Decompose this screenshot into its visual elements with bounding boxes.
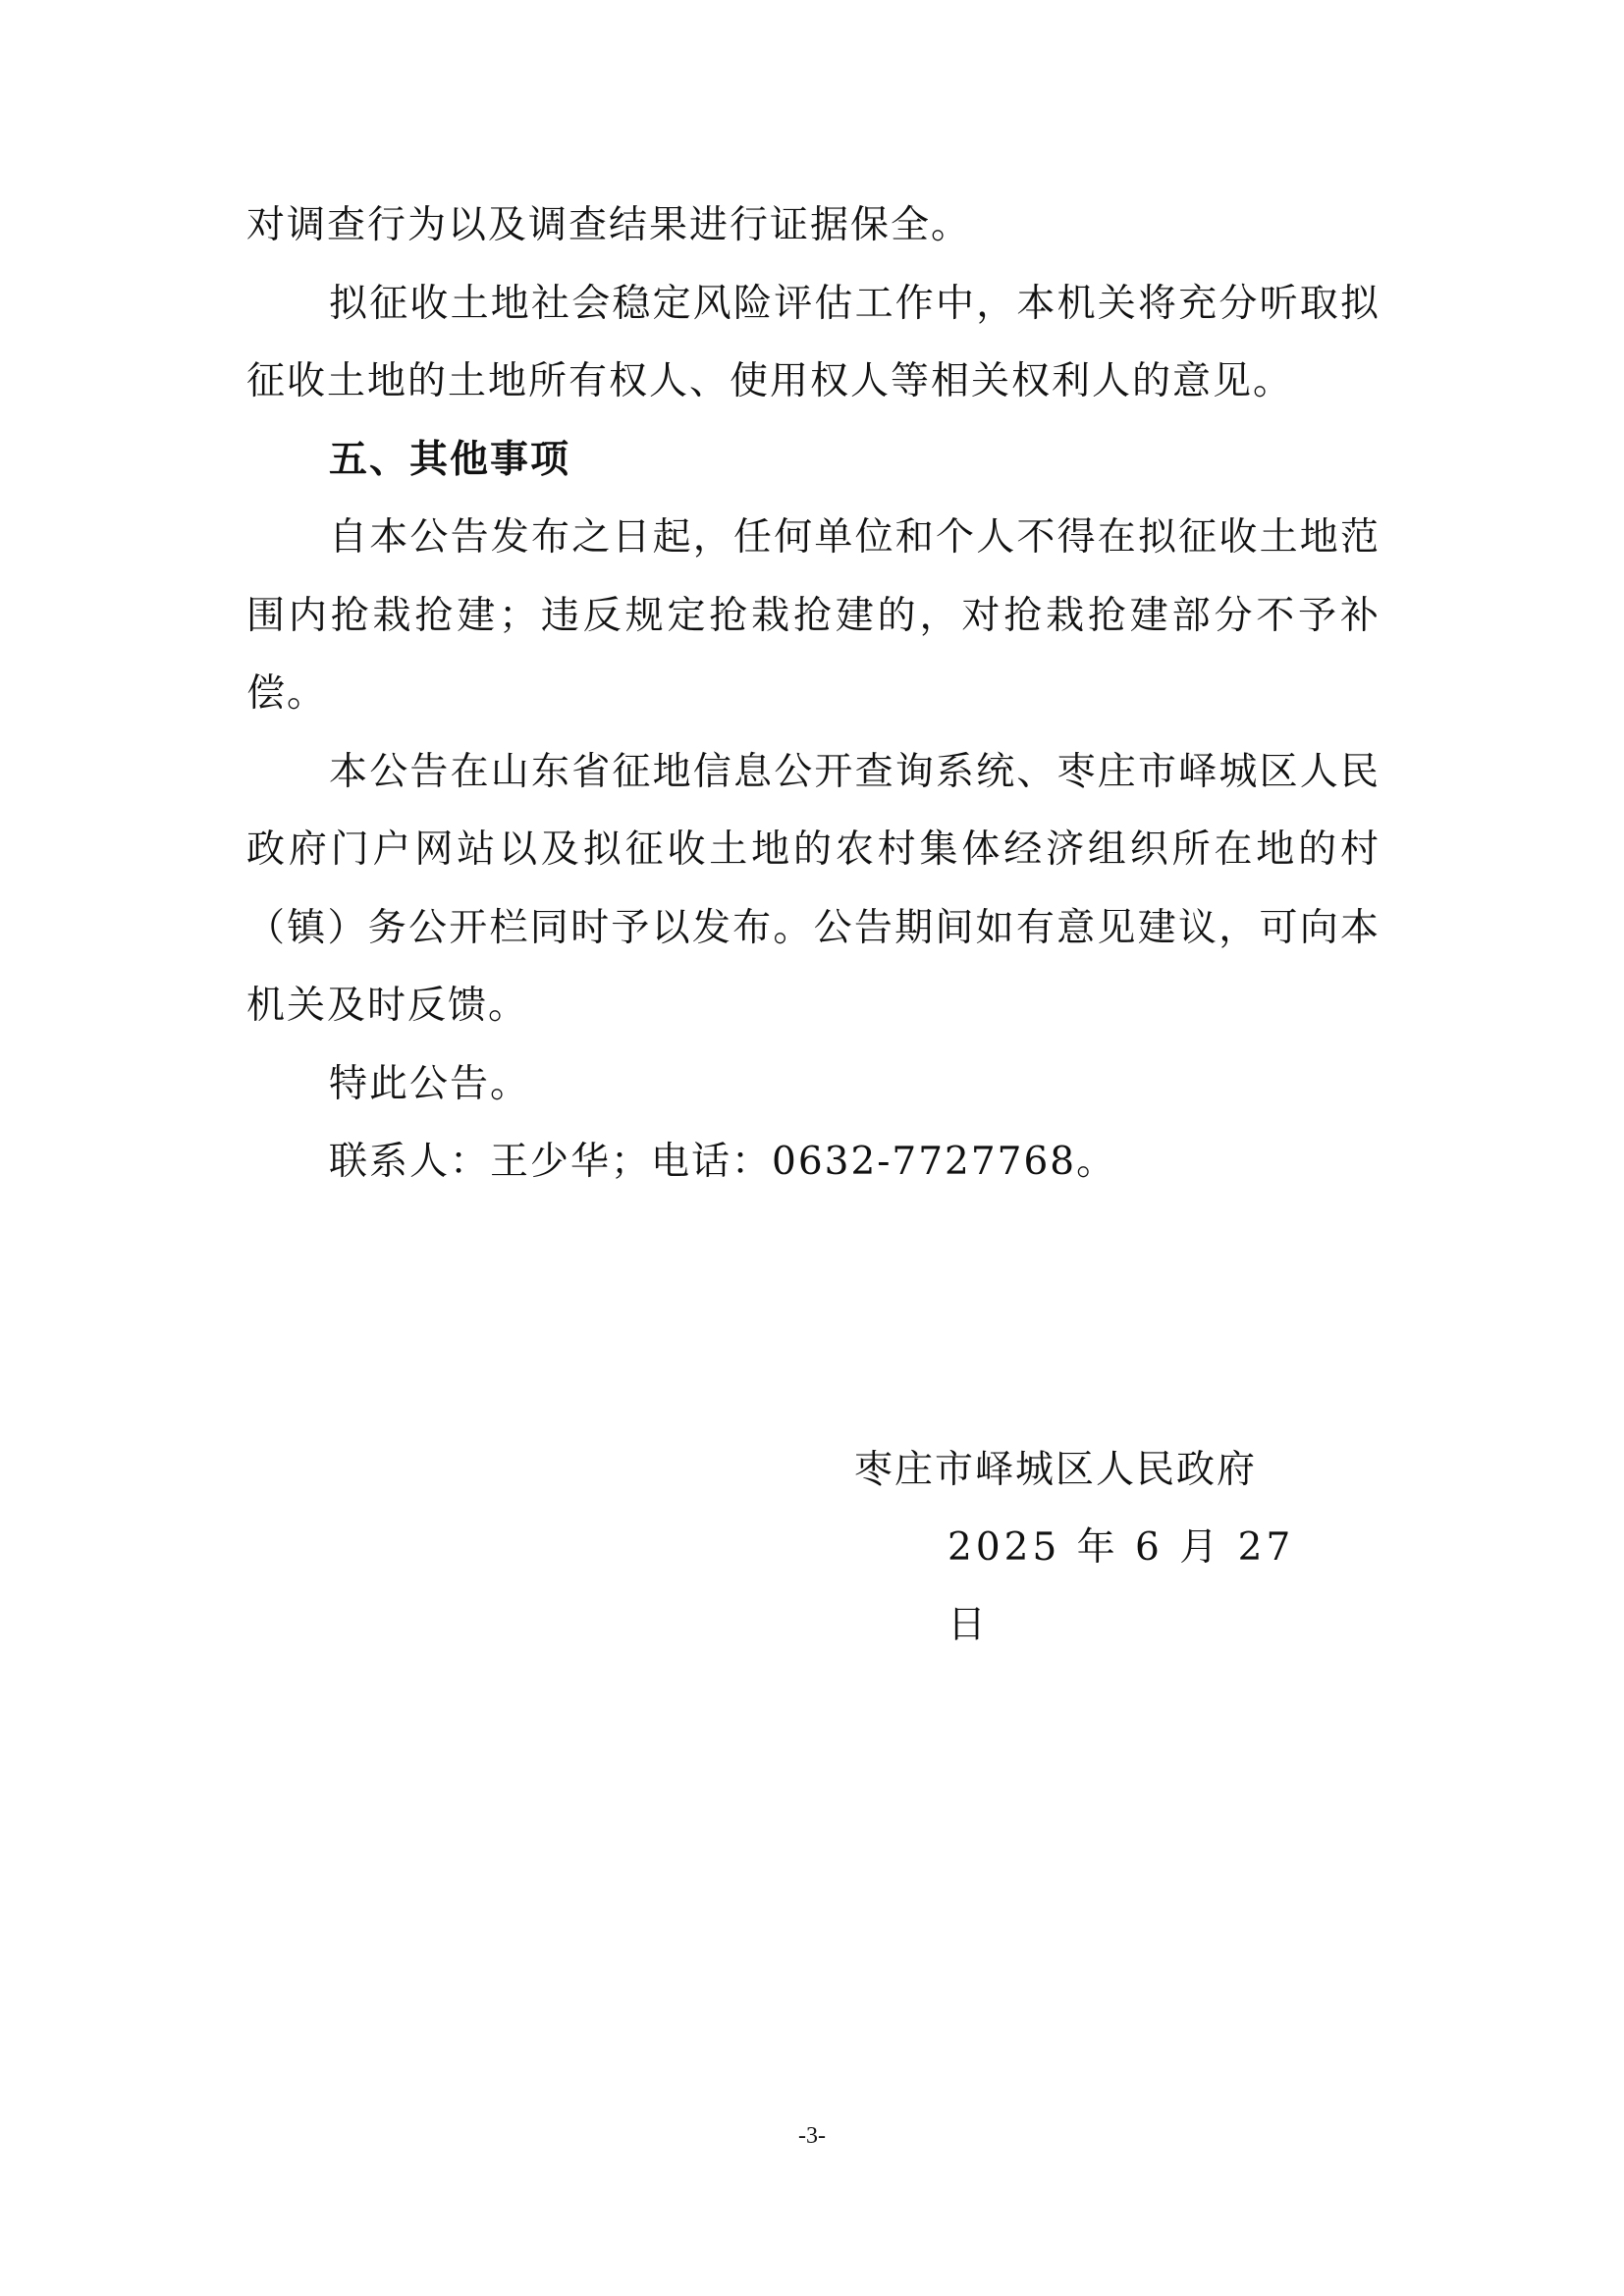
page-number: -3- bbox=[798, 2123, 826, 2149]
signature-block bbox=[854, 1431, 1316, 1664]
issuing-organization: 枣庄市峄城区人民政府 bbox=[854, 1448, 1258, 1492]
issue-date: 2025 年 6 月 27 日 bbox=[947, 1525, 1295, 1647]
paragraph-closing: 特此公告。 bbox=[329, 1061, 531, 1106]
body-text bbox=[246, 187, 1380, 1201]
section-heading-other-matters: 五、其他事项 bbox=[329, 437, 571, 482]
paragraph-contact: 联系人：王少华；电话：0632-7727768。 bbox=[329, 1140, 1117, 1184]
paragraph-publication: 本公告在山东省征地信息公开查询系统、枣庄市峄城区人民政府门户网站以及拟征收土地的农村集体经济组织所在地的村（镇）务公开栏同时予以发布。公告期间如有意见建议，可向本机关及时反馈。 bbox=[246, 749, 1380, 1028]
paragraph-risk-assessment: 拟征收土地社会稳定风险评估工作中，本机关将充分听取拟征收土地的土地所有权人、使用权人等相关权利人的意见。 bbox=[246, 281, 1380, 403]
paragraph-evidence-preservation: 对调查行为以及调查结果进行证据保全。 bbox=[246, 203, 972, 247]
paragraph-no-rush-planting: 自本公告发布之日起，任何单位和个人不得在拟征收土地范围内抢栽抢建；违反规定抢栽抢建的，对抢栽抢建部分不予补偿。 bbox=[246, 515, 1380, 716]
